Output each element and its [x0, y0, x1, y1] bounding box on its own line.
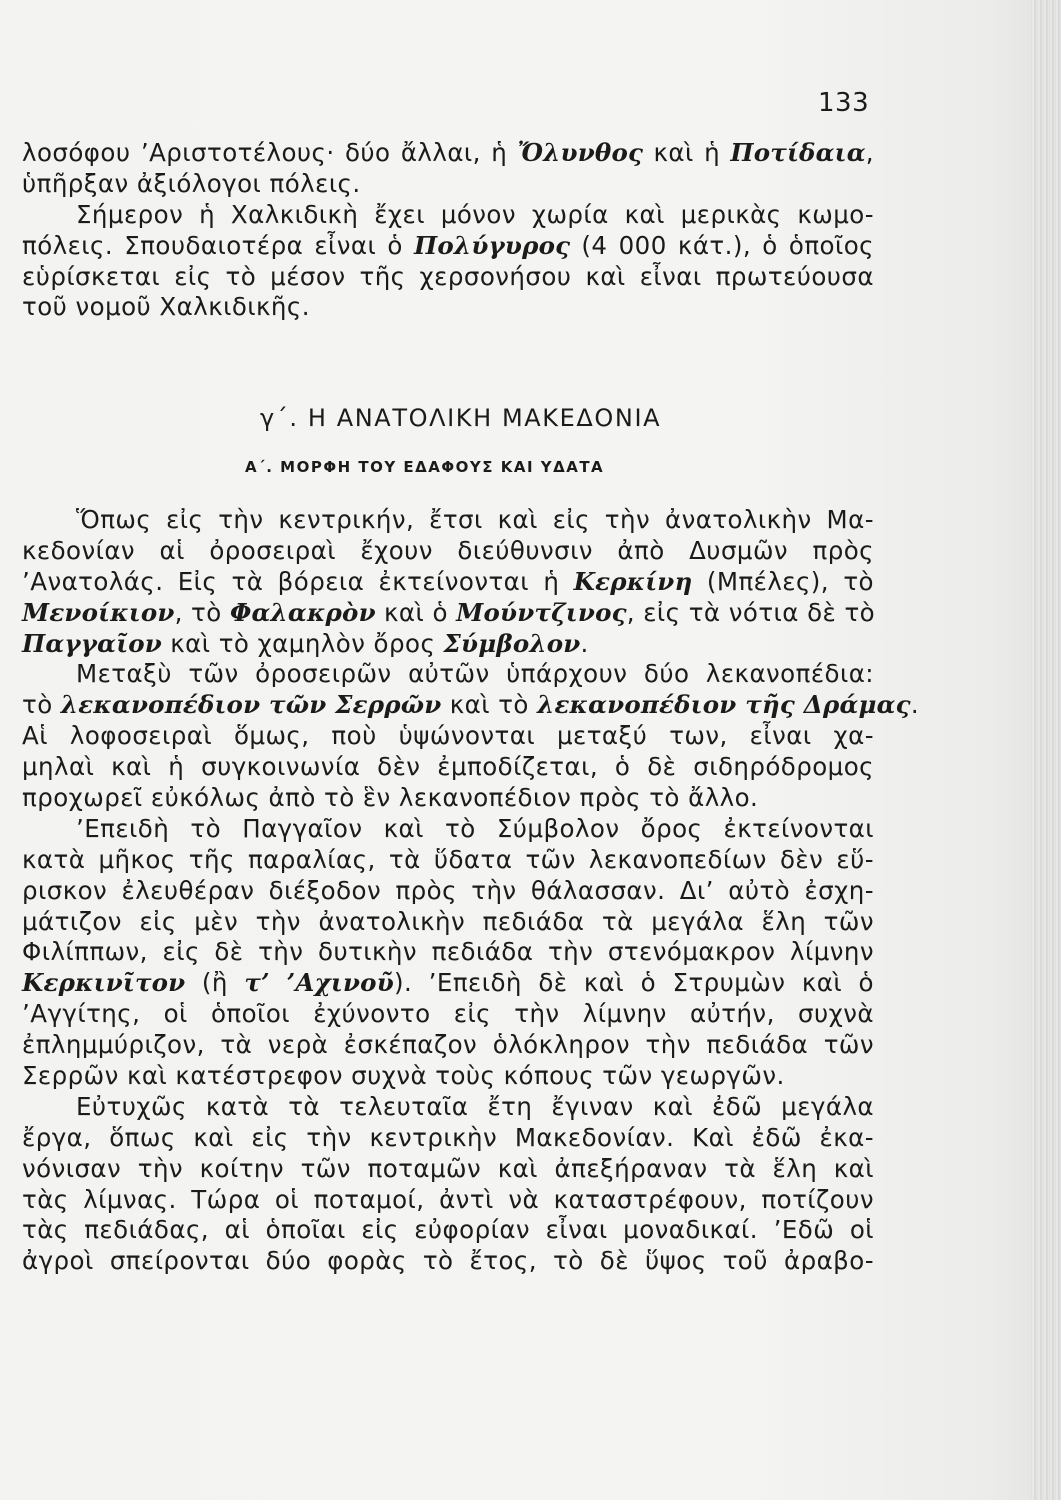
- main-paragraphs: [22, 505, 920, 1277]
- place-name: Μούντζινος: [456, 597, 627, 627]
- text-line: Μεταξὺ τῶν ὀροσειρῶν αὐτῶν ὑπάρχουν δύο λεκανοπέδια:: [76, 659, 874, 689]
- text-line: ἐπλημμύριζον, τὰ νερὰ ἐσκέπαζον ὁλόκληρον τὴν πεδιάδα τῶν: [22, 1030, 874, 1060]
- place-name: Μενοίκιον: [22, 597, 175, 627]
- place-name: λεκανοπέδιον τῶν Σερρῶν: [60, 690, 442, 720]
- place-name: Κερκινῖτον: [22, 968, 186, 998]
- text-line: ’Ανατολάς. Εἰς τὰ βόρεια ἐκτείνονται ἡ Κερκίνη (Μπέλες), τὸ: [22, 566, 874, 596]
- text-line: ’Επειδὴ τὸ Παγγαῖον καὶ τὸ Σύμβολον ὄρος ἐκτείνονται: [76, 813, 874, 843]
- text-line: ἀγροὶ σπείρονται δύο φορὰς τὸ ἔτος, τὸ δὲ ὕψος τοῦ ἀραβο-: [22, 1246, 874, 1276]
- text-line: Παγγαῖον καὶ τὸ χαμηλὸν ὄρος Σύμβολον.: [22, 628, 589, 658]
- text-line: εὑρίσκεται εἰς τὸ μέσον τῆς χερσονήσου καὶ εἶναι πρωτεύουσα: [22, 261, 874, 291]
- text-line: τοῦ νομοῦ Χαλκιδικῆς.: [22, 292, 310, 322]
- place-name: Ὄλυνθος: [517, 138, 644, 167]
- text-line: Σερρῶν καὶ κατέστρεφον συχνὰ τοὺς κόπους τῶν γεωργῶν.: [22, 1061, 785, 1091]
- page-number: 133: [818, 88, 870, 118]
- text-line: λοσόφου ’Αριστοτέλους· δύο ἄλλαι, ἡ Ὄλυνθος καὶ ἡ Ποτίδαια,: [22, 138, 875, 167]
- place-name: Παγγαῖον: [22, 628, 162, 658]
- text-line: πόλεις. Σπουδαιοτέρα εἶναι ὁ Πολύγυρος (4 000 κάτ.), ὁ ὁποῖος: [22, 230, 874, 260]
- text-line: Εὐτυχῶς κατὰ τὰ τελευταῖα ἔτη ἔγιναν καὶ ἐδῶ μεγάλα: [76, 1091, 874, 1121]
- text-line: τὸ λεκανοπέδιον τῶν Σερρῶν καὶ τὸ λεκανοπέδιον τῆς Δράμας.: [22, 690, 920, 720]
- text-line: μηλαὶ καὶ ἡ συγκοινωνία δὲν ἐμποδίζεται, ὁ δὲ σιδηρόδρομος: [22, 752, 874, 782]
- place-name: Ποτίδαια: [730, 138, 866, 167]
- text-line: τὰς πεδιάδας, αἱ ὁποῖαι εἰς εὐφορίαν εἶναι μοναδικαί. ’Εδῶ οἱ: [22, 1215, 874, 1245]
- text-line: τὰς λίμνας. Τώρα οἱ ποταμοί, ἀντὶ νὰ καταστρέφουν, ποτίζουν: [22, 1184, 874, 1214]
- place-name: Σύμβολον: [443, 628, 581, 658]
- text-line: ὑπῆρξαν ἀξιόλογοι πόλεις.: [22, 168, 361, 198]
- place-name: Κερκίνη: [573, 566, 693, 596]
- text-line: Ὅπως εἰς τὴν κεντρικήν, ἔτσι καὶ εἰς τὴν ἀνατολικὴν Μα-: [76, 505, 874, 534]
- text-line: Φιλίππων, εἰς δὲ τὴν δυτικὴν πεδιάδα τὴν στενόμακρον λίμνην: [22, 937, 874, 967]
- page-edge: [1031, 0, 1061, 1500]
- place-name: τ’ ’Αχινοῦ: [244, 968, 394, 998]
- text-line: Σήμερον ἡ Χαλκιδικὴ ἔχει μόνον χωρία καὶ μερικὰς κωμο-: [76, 199, 874, 229]
- text-line: κατὰ μῆκος τῆς παραλίας, τὰ ὕδατα τῶν λεκανοπεδίων δὲν εὕ-: [22, 844, 874, 874]
- place-name: Πολύγυρος: [414, 230, 571, 260]
- section-heading: γ΄. Η ΑΝΑΤΟΛΙΚΗ ΜΑΚΕΔΟΝΙΑ: [260, 404, 662, 432]
- place-name: Φαλακρὸν: [229, 597, 376, 627]
- text-line: ’Αγγίτης, οἱ ὁποῖοι ἐχύνοντο εἰς τὴν λίμνην αὐτήν, συχνὰ: [22, 999, 874, 1029]
- top-paragraphs: [22, 138, 874, 323]
- text-line: Μενοίκιον, τὸ Φαλακρὸν καὶ ὁ Μούντζινος, εἰς τὰ νότια δὲ τὸ: [22, 597, 876, 627]
- text-line: κεδονίαν αἱ ὀροσειραὶ ἔχουν διεύθυνσιν ἀπὸ Δυσμῶν πρὸς: [22, 535, 874, 565]
- text-line: προχωρεῖ εὐκόλως ἀπὸ τὸ ἓν λεκανοπέδιον πρὸς τὸ ἄλλο.: [22, 783, 759, 813]
- subsection-heading: Α΄. ΜΟΡΦΗ ΤΟΥ ΕΔΑΦΟΥΣ ΚΑΙ ΥΔΑΤΑ: [245, 458, 605, 476]
- text-line: νόνισαν τὴν κοίτην τῶν ποταμῶν καὶ ἀπεξήραναν τὰ ἕλη καὶ: [22, 1153, 874, 1183]
- text-line: ρισκον ἐλευθέραν διέξοδον πρὸς τὴν θάλασσαν. Δι’ αὐτὸ ἐσχη-: [22, 875, 874, 905]
- text-line: ἔργα, ὅπως καὶ εἰς τὴν κεντρικὴν Μακεδονίαν. Καὶ ἐδῶ ἐκα-: [22, 1122, 874, 1152]
- text-line: Αἱ λοφοσειραὶ ὅμως, ποὺ ὑψώνονται μεταξύ των, εἶναι χα-: [22, 721, 874, 751]
- text-line: μάτιζον εἰς μὲν τὴν ἀνατολικὴν πεδιάδα τὰ μεγάλα ἕλη τῶν: [22, 906, 874, 936]
- place-name: λεκανοπέδιον τῆς Δράμας: [537, 690, 911, 720]
- text-line: Κερκινῖτον (ἢ τ’ ’Αχινοῦ). ’Επειδὴ δὲ καὶ ὁ Στρυμὼν καὶ ὁ: [22, 968, 874, 998]
